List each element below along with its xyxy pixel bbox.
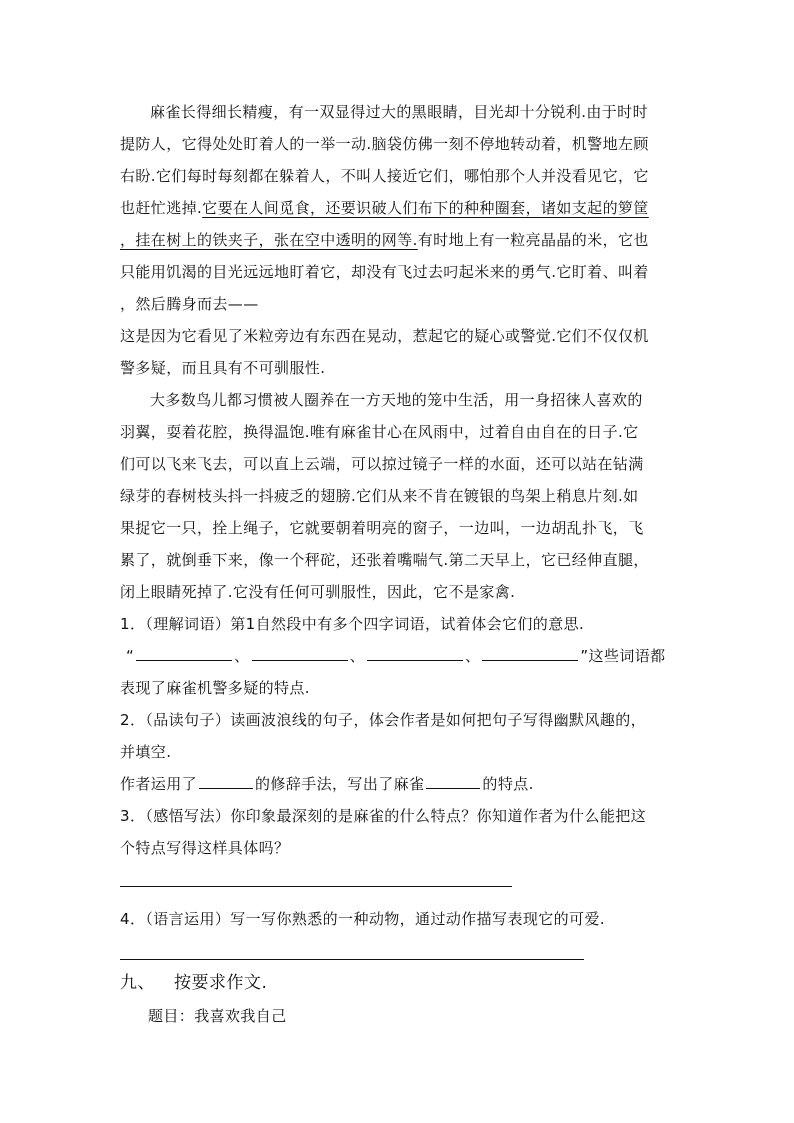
question-text: 2．（品读句子）读画波浪线的句子，体会作者是如何把句子写得幽默风趣的， <box>120 711 647 729</box>
question-text: 个特点写得这样具体吗？ <box>120 839 290 857</box>
fill-in-row <box>120 768 680 800</box>
section-number: 九、 <box>120 973 155 993</box>
section-title: 按要求作文. <box>174 973 268 993</box>
quote-mark: “ <box>126 647 135 665</box>
text-line: 麻雀长得细长精瘦，有一双显得过大的黑眼睛，目光却十分锐利.由于时时 <box>150 103 648 121</box>
answer-line[interactable] <box>120 886 512 887</box>
passage-paragraph-1 <box>120 96 680 384</box>
section-heading <box>120 966 680 1000</box>
wavy-underlined-sentence: 它要在人间觅食，还要识破人们布下的种种圈套，诸如支起的箩筐 <box>202 199 649 217</box>
text-segment: 也赶忙逃掉. <box>120 199 203 217</box>
text-line: 闭上眼睛死掉了.它没有任何可驯服性，因此，它不是家禽. <box>120 583 516 601</box>
text-line: 警多疑，而且具有不可驯服性. <box>120 359 326 377</box>
question-1 <box>120 608 680 704</box>
separator: 、 <box>234 647 250 665</box>
question-2 <box>120 704 680 800</box>
answer-blank[interactable] <box>482 646 578 661</box>
text-line: ，然后腾身而去—— <box>120 295 259 313</box>
text-line <box>120 224 680 256</box>
text-line: 右盼.它们每时每刻都在躲着人，不叫人接近它们，哪怕那个人并没看见它，它 <box>120 167 649 185</box>
question-text: 3．（感悟写法）你印象最深刻的是麻雀的什么特点？你知道作者为什么能把这 <box>120 807 647 825</box>
text-line: 羽翼，耍着花腔，换得温饱.唯有麻雀甘心在风雨中，过着自由自在的日子.它 <box>120 423 639 441</box>
question-text: 表现了麻雀机警多疑的特点. <box>120 679 310 697</box>
answer-blank[interactable] <box>252 646 348 661</box>
question-text: 并填空. <box>120 743 172 761</box>
question-4 <box>120 903 680 935</box>
text-line: 这是因为它看见了米粒旁边有东西在晃动，惹起它的疑心或警觉.它们不仅仅机 <box>120 327 649 345</box>
separator: 、 <box>464 647 481 665</box>
passage-paragraph-2 <box>120 384 680 608</box>
question-text: 1．（理解词语）第1自然段中有多个四字词语，试着体会它们的意思. <box>120 615 585 633</box>
answer-blank[interactable] <box>426 774 480 789</box>
text-segment: 有时地上有一粒亮晶晶的米，它也 <box>417 231 649 249</box>
question-text: ”这些词语都 <box>580 647 666 665</box>
text-line: 大多数鸟儿都习惯被人圈养在一方天地的笼中生活，用一身招徕人喜欢的 <box>150 391 643 409</box>
answer-blank[interactable] <box>199 774 253 789</box>
question-text: 的特点. <box>482 775 534 793</box>
question-3 <box>120 800 680 864</box>
answer-blank[interactable] <box>367 646 463 661</box>
text-line: 绿芽的春树枝头抖一抖疲乏的翅膀.它们从来不肯在镀银的鸟架上稍息片刻.如 <box>120 487 639 505</box>
separator: 、 <box>349 647 365 665</box>
essay-title: 题目：我喜欢我自己 <box>148 1007 287 1025</box>
question-text: 4．（语言运用）写一写你熟悉的一种动物，通过动作描写表现它的可爱. <box>120 910 606 928</box>
answer-line[interactable] <box>120 959 584 960</box>
worksheet-content <box>120 96 680 1032</box>
text-line <box>120 192 680 224</box>
text-line: 累了，就倒垂下来，像一个秤砣，还张着嘴喘气.第二天早上，它已经伸直腿， <box>120 551 649 569</box>
text-line: 提防人，它得处处盯着人的一举一动.脑袋仿佛一刻不停地转动着，机警地左顾 <box>120 135 649 153</box>
wavy-underlined-sentence: ，挂在树上的铁夹子，张在空中透明的网等. <box>120 231 418 249</box>
text-line: 果捉它一只，拴上绳子，它就要朝着明亮的窗子，一边叫，一边胡乱扑飞，飞 <box>120 519 644 537</box>
text-line: 只能用饥渴的目光远远地盯着它，却没有飞过去叼起米来的勇气.它盯着、叫着 <box>120 263 649 281</box>
text-line: 们可以飞来飞去，可以直上云端，可以掠过镜子一样的水面，还可以站在钻满 <box>120 455 644 473</box>
question-text: 作者运用了 <box>120 775 198 793</box>
answer-blank[interactable] <box>136 646 232 661</box>
question-text: 的修辞手法，写出了麻雀 <box>255 775 425 793</box>
answer-blanks-row <box>120 640 680 672</box>
